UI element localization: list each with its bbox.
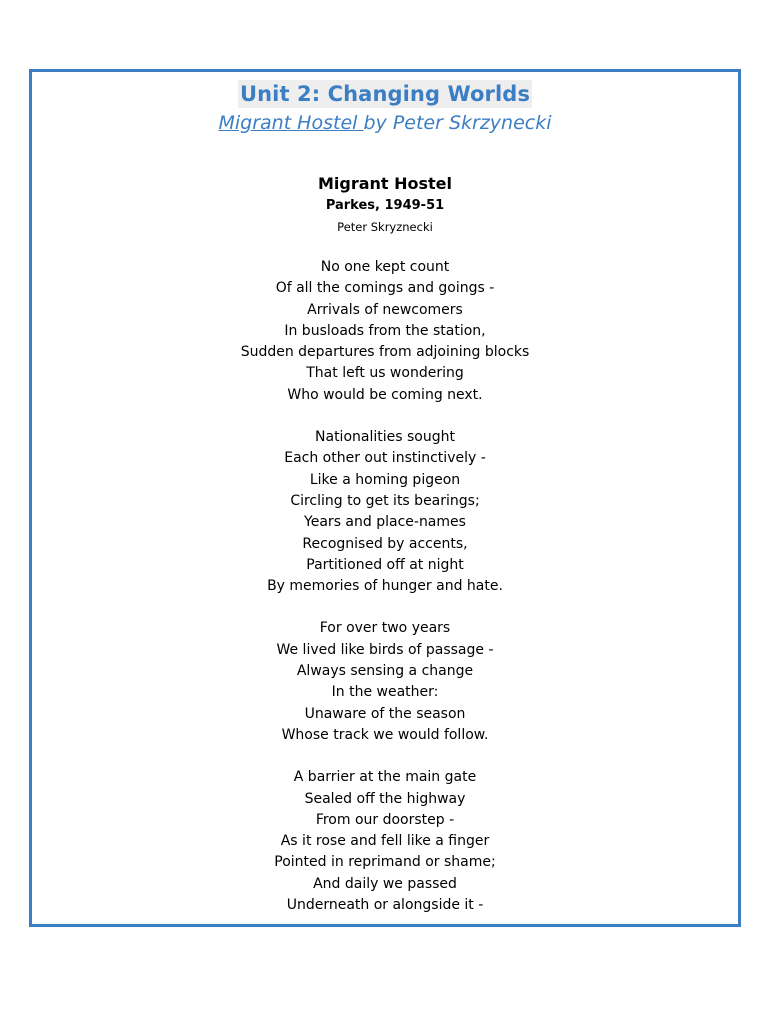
poem-line: Unaware of the season <box>304 705 466 722</box>
poem-line: Like a homing pigeon <box>309 471 461 488</box>
poem-line: For over two years <box>319 620 451 637</box>
poem-line: A barrier at the main gate <box>293 769 477 786</box>
poem-line: Circling to get its bearings; <box>290 492 480 509</box>
poem-line: Pointed in reprimand or shame; <box>274 854 496 871</box>
stanza <box>32 618 738 746</box>
poem-subtitle <box>32 109 738 137</box>
stanza <box>32 767 738 916</box>
poem-line: Always sensing a change <box>296 663 474 680</box>
poem-line: No one kept count <box>320 259 450 275</box>
poem-place-dates: Parkes, 1949-51 <box>325 198 445 213</box>
poem-line: From our doorstep - <box>315 811 455 828</box>
poem-line: And daily we passed <box>313 875 457 892</box>
poem-line: We lived like birds of passage - <box>276 641 494 658</box>
poem-line: Arrivals of newcomers <box>307 301 463 318</box>
poem-heading <box>32 173 738 237</box>
poem-title-link[interactable]: Migrant Hostel <box>218 112 364 134</box>
poem-line: Nationalities sought <box>315 429 455 446</box>
stanza <box>32 427 738 597</box>
poem-line: Who would be coming next. <box>287 386 483 403</box>
poem-line: In the weather: <box>331 684 439 701</box>
poem-author: Peter Skryznecki <box>337 220 433 234</box>
poem-body <box>32 257 738 916</box>
poem-line: As it rose and fell like a finger <box>280 833 490 850</box>
byline: by Peter Skrzynecki <box>363 112 552 134</box>
document-header <box>32 80 738 137</box>
poem-line: Recognised by accents, <box>302 535 468 552</box>
poem-title: Migrant Hostel <box>317 174 453 193</box>
poem-line: Each other out instinctively - <box>284 450 486 467</box>
poem-line: Partitioned off at night <box>306 556 464 573</box>
poem-line: That left us wondering <box>306 365 464 382</box>
poem-line: Whose track we would follow. <box>281 726 489 743</box>
poem-line: Underneath or alongside it - <box>286 897 484 914</box>
poem-line: In busloads from the station, <box>284 322 486 339</box>
page-border-frame <box>29 69 741 927</box>
stanza <box>32 257 738 406</box>
poem-line: Sudden departures from adjoining blocks <box>240 344 530 361</box>
unit-title: Unit 2: Changing Worlds <box>239 82 531 106</box>
poem-line: By memories of hunger and hate. <box>267 578 503 595</box>
poem-line: Of all the comings and goings - <box>275 280 495 297</box>
poem-line: Years and place-names <box>304 514 466 531</box>
poem-line: Sealed off the highway <box>304 790 466 807</box>
